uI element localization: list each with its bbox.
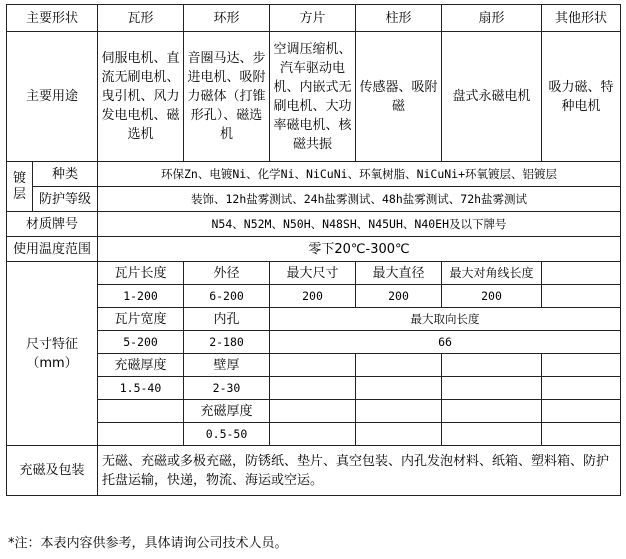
header-fan: 扇形 <box>442 5 542 32</box>
header-ring: 环形 <box>184 5 270 32</box>
dim-empty-8b <box>356 423 442 446</box>
max-size-label: 最大尺寸 <box>270 262 356 285</box>
dim-empty-7c <box>442 400 542 423</box>
dim-empty-8a <box>270 423 356 446</box>
usage-fan: 盘式永磁电机 <box>442 32 542 162</box>
coating-type-row <box>7 162 621 187</box>
usage-tile: 伺服电机、直流无刷电机、曳引机、风力发电电机、磁选机 <box>98 32 184 162</box>
dim-row-2 <box>7 285 621 308</box>
dim-empty-7t <box>98 400 184 423</box>
dim-empty-6c <box>442 377 542 400</box>
grade-value: N54、N52M、N50H、N48SH、N45UH、N40EH及以下牌号 <box>98 212 621 237</box>
usage-row <box>7 32 621 162</box>
dim-empty-7d <box>542 400 621 423</box>
usage-label: 主要用途 <box>7 32 98 162</box>
dim-empty-8c <box>442 423 542 446</box>
dim-empty-5b <box>356 354 442 377</box>
dim-empty-5a <box>270 354 356 377</box>
dim-empty-5c <box>442 354 542 377</box>
ring-mag-thickness-label: 充磁厚度 <box>184 400 270 423</box>
outer-diameter-label: 外径 <box>184 262 270 285</box>
mag-thickness-label: 充磁厚度 <box>98 354 184 377</box>
wall-thickness-label: 壁厚 <box>184 354 270 377</box>
grade-label: 材质牌号 <box>7 212 98 237</box>
packaging-label: 充磁及包装 <box>7 446 98 496</box>
tile-width-label: 瓦片宽度 <box>98 308 184 331</box>
coating-type-label: 种类 <box>33 162 98 187</box>
header-tile: 瓦形 <box>98 5 184 32</box>
usage-ring: 音圈马达、步进电机、吸附力磁体（打锥形孔）、磁选机 <box>184 32 270 162</box>
mag-thickness-value: 1.5-40 <box>98 377 184 400</box>
header-square: 方片 <box>270 5 356 32</box>
coating-protection-row <box>7 187 621 212</box>
temperature-row <box>7 237 621 262</box>
spec-table <box>6 4 621 496</box>
temperature-label: 使用温度范围 <box>7 237 98 262</box>
dim-empty-6d <box>542 377 621 400</box>
dim-row-1 <box>7 262 621 285</box>
header-shape: 主要形状 <box>7 5 98 32</box>
ring-mag-thickness-value: 0.5-50 <box>184 423 270 446</box>
dimensions-label: 尺寸特征（mm） <box>7 262 98 446</box>
usage-cylinder: 传感器、吸附磁 <box>356 32 442 162</box>
dim-empty-7b <box>356 400 442 423</box>
tile-width-value: 5-200 <box>98 331 184 354</box>
dim-empty-8t <box>98 423 184 446</box>
usage-other: 吸力磁、特种电机 <box>542 32 621 162</box>
temperature-value: 零下20℃-300℃ <box>98 237 621 262</box>
dim-empty-2 <box>542 285 621 308</box>
tile-length-value: 1-200 <box>98 285 184 308</box>
dim-row-5 <box>7 354 621 377</box>
max-orientation-value: 66 <box>270 331 621 354</box>
dim-row-3 <box>7 308 621 331</box>
inner-hole-label: 内孔 <box>184 308 270 331</box>
wall-thickness-value: 2-30 <box>184 377 270 400</box>
dim-empty-8d <box>542 423 621 446</box>
coating-protection-label: 防护等级 <box>33 187 98 212</box>
dim-empty-5d <box>542 354 621 377</box>
max-diameter-label: 最大直径 <box>356 262 442 285</box>
header-cylinder: 柱形 <box>356 5 442 32</box>
footnote: *注：本表内容供参考，具体请询公司技术人员。 <box>8 536 288 551</box>
max-size-value: 200 <box>270 285 356 308</box>
dim-empty-6a <box>270 377 356 400</box>
dim-row-7 <box>7 400 621 423</box>
outer-diameter-value: 6-200 <box>184 285 270 308</box>
packaging-value: 无磁、充磁或多极充磁，防锈纸、垫片、真空包装、内孔发泡材料、纸箱、塑料箱、防护托盘运输，快递，物流、海运或空运。 <box>98 446 621 496</box>
dim-empty-1 <box>542 262 621 285</box>
max-orientation-label: 最大取向长度 <box>270 308 621 331</box>
coating-type-value: 环保Zn、电镀Ni、化学Ni、NiCuNi、环氧树脂、NiCuNi+环氧镀层、铝镀层 <box>98 162 621 187</box>
dim-row-8 <box>7 423 621 446</box>
header-other: 其他形状 <box>542 5 621 32</box>
header-row <box>7 5 621 32</box>
dim-row-6 <box>7 377 621 400</box>
dim-row-4 <box>7 331 621 354</box>
packaging-row <box>7 446 621 496</box>
max-diagonal-value: 200 <box>442 285 542 308</box>
tile-length-label: 瓦片长度 <box>98 262 184 285</box>
coating-group-label: 镀层 <box>7 162 33 212</box>
coating-protection-value: 装饰、12h盐雾测试、24h盐雾测试、48h盐雾测试、72h盐雾测试 <box>98 187 621 212</box>
max-diagonal-label: 最大对角线长度 <box>442 262 542 285</box>
dim-empty-7a <box>270 400 356 423</box>
grade-row <box>7 212 621 237</box>
dim-empty-6b <box>356 377 442 400</box>
max-diameter-value: 200 <box>356 285 442 308</box>
inner-hole-value: 2-180 <box>184 331 270 354</box>
usage-square: 空调压缩机、汽车驱动电机、内嵌式无刷电机、大功率磁电机、核磁共振 <box>270 32 356 162</box>
